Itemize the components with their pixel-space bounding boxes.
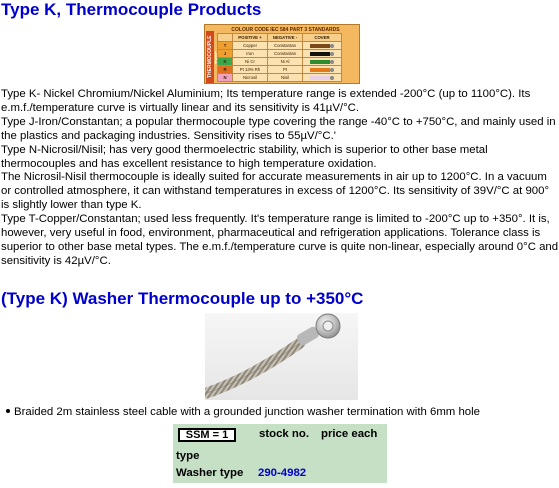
washer-thermocouple-image <box>205 313 358 400</box>
connector-tip <box>330 68 334 72</box>
page-title: Type K, Thermocouple Products <box>1 0 262 19</box>
type-header: type <box>176 450 200 462</box>
cable-swatch <box>310 44 330 48</box>
cover-color-swatch <box>303 42 342 50</box>
feature-bullet <box>4 406 480 418</box>
connector-tip <box>330 52 334 56</box>
negative-material: Constantan <box>268 42 303 50</box>
color-code-header-negative: NEGATIVE - <box>268 34 303 42</box>
stock-no-header: stock no. <box>259 428 310 440</box>
product-heading: (Type K) Washer Thermocouple up to +350°C <box>1 289 364 308</box>
positive-material: Ni Cr <box>233 58 268 66</box>
cable-swatch <box>310 76 330 80</box>
negative-material: Pt <box>268 66 303 74</box>
color-code-title: COLOUR CODE IEC 584 PART 3 STANDARDS <box>231 27 340 33</box>
color-code-header-row <box>218 34 342 42</box>
connector-tip <box>330 60 334 64</box>
order-info-table <box>173 424 387 483</box>
color-code-header-positive: POSITIVE + <box>233 34 268 42</box>
color-code-row <box>218 58 342 66</box>
cover-color-swatch <box>303 66 342 74</box>
color-code-row <box>218 66 342 74</box>
color-code-row <box>218 42 342 50</box>
thermocouple-type-label: THERMOCOUPLE <box>206 31 214 83</box>
type-code: K <box>218 58 233 66</box>
positive-material: Pt 13% Rh <box>233 66 268 74</box>
cable-swatch <box>310 60 330 64</box>
cable-swatch <box>310 68 330 72</box>
paragraph-type-j: Type J-Iron/Constantan; a popular thermocouple type covering the range -40°C to +750°C, and mainly used in the plastics and packaging industries. Sensitivity rises to 55µV/°C.' <box>1 115 556 142</box>
positive-material: Nicrosil <box>233 74 268 82</box>
type-code: N <box>218 74 233 82</box>
cover-color-swatch <box>303 58 342 66</box>
positive-material: Copper <box>233 42 268 50</box>
paragraph-type-t: Type T-Copper/Constantan; used less frequently. It's temperature range is limited to -200°C up to +350°. It is, however, very useful in food, environment, pharmaceutical and refrigeration applications. Tolerance class is superior to other base metal types. The e.m.f./temperature curve is quite non-linear, especially around 0°C and sensitivity is 42µV/°C. <box>1 213 559 267</box>
stock-number-link[interactable]: 290-4982 <box>258 467 307 479</box>
negative-material: Nisil <box>268 74 303 82</box>
positive-material: Iron <box>233 50 268 58</box>
color-code-table <box>217 33 342 82</box>
connector-tip <box>330 76 334 80</box>
washer-thermocouple-photo <box>205 313 358 400</box>
color-code-header-cover: COVER <box>303 34 342 42</box>
color-code-header-type <box>218 34 233 42</box>
color-code-row <box>218 50 342 58</box>
bullet-icon <box>6 409 10 413</box>
type-code: T <box>218 42 233 50</box>
cable-swatch <box>310 52 330 56</box>
paragraph-nicrosil-nisil: The Nicrosil-Nisil thermocouple is ideally suited for accurate measurements in air up to 1200°C. In a vacuum or controlled atmosphere, it can withstand temperatures in excess of 1200°C. Its sensitivity of 39V/°C at 900° is slightly lower than type K. <box>1 171 550 212</box>
ssm-badge: SSM = 1 <box>178 428 236 442</box>
paragraph-type-k: Type K- Nickel Chromium/Nickel Aluminium; Its temperature range is extended -200°C (up to 1100°C). Its e.m.f./temperature curve is virtually linear and its sensitivity is 41µV/°C. <box>1 88 531 114</box>
negative-material: Constantan <box>268 50 303 58</box>
cover-color-swatch <box>303 74 342 82</box>
feature-text: Braided 2m stainless steel cable with a grounded junction washer termination with 6mm hole <box>14 406 480 418</box>
description-text <box>1 88 559 269</box>
paragraph-type-n: Type N-Nicrosil/Nisil; has very good thermoelectric stability, which is superior to other base metal thermocouples and has excellent resistance to high temperature oxidation. <box>1 143 488 170</box>
product-type-label: Washer type <box>176 467 244 479</box>
type-code: J <box>218 50 233 58</box>
color-code-row <box>218 74 342 82</box>
cover-color-swatch <box>303 50 342 58</box>
connector-tip <box>330 44 334 48</box>
negative-material: Ni Al <box>268 58 303 66</box>
color-code-chart <box>204 24 360 84</box>
type-code: R <box>218 66 233 74</box>
price-each-header: price each <box>321 428 378 440</box>
